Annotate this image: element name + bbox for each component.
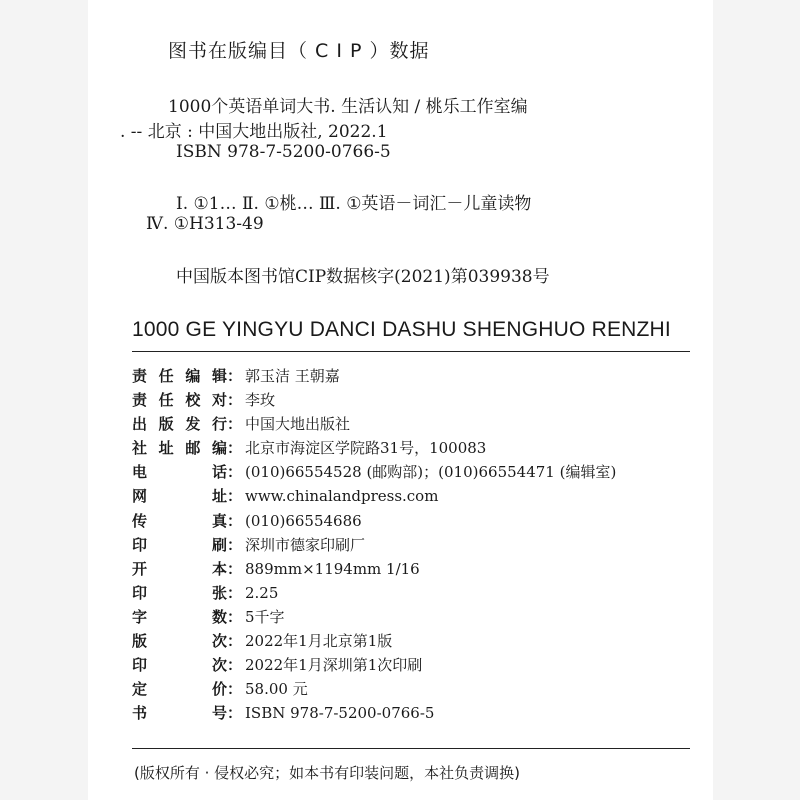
- credit-label-char: 责: [132, 367, 148, 385]
- credit-label-char: 话: [211, 463, 227, 482]
- credit-label-char: 版: [132, 632, 148, 651]
- credit-label-char: 电: [132, 463, 148, 482]
- credit-label: [132, 461, 227, 482]
- credit-value: (010)66554528 (邮购部)；(010)66554471 (编辑室): [245, 463, 617, 482]
- credit-label-char: 出: [132, 415, 148, 434]
- cip-heading: 图书在版编目（ C I P ）数据: [168, 40, 430, 62]
- credit-label-char: 开: [132, 559, 148, 578]
- credit-value: 2.25: [245, 583, 279, 602]
- credit-label: [132, 510, 227, 531]
- cip-classification-line: Ⅳ. ①H313-49: [146, 214, 264, 234]
- credit-row: 社 址 邮 编 ： 北京市海淀区学院路31号，100083: [132, 439, 487, 458]
- credit-value: 889mm×1194mm 1/16: [245, 559, 420, 578]
- credit-label-char: 校: [185, 391, 201, 410]
- credit-label-char: 本: [211, 559, 227, 578]
- credit-label: [132, 558, 227, 579]
- credit-row: 版 次 ： 2022年1月北京第1版: [132, 632, 393, 651]
- credit-row: 定 价 ： 58.00 元: [132, 680, 308, 699]
- credit-row: 责 任 校 对 ： 李玫: [132, 391, 276, 410]
- credit-label-char: 印: [132, 583, 148, 602]
- cip-isbn-line: ISBN 978-7-5200-0766-5: [176, 142, 391, 162]
- credit-label-char: 字: [132, 607, 148, 626]
- credit-value: www.chinalandpress.com: [245, 487, 439, 506]
- credit-value: 2022年1月深圳第1次印刷: [245, 656, 423, 675]
- credit-label-char: 印: [132, 535, 148, 554]
- credit-value: 李玫: [245, 391, 276, 410]
- credit-label-char: 书: [132, 704, 148, 723]
- credit-label-char: 对: [211, 391, 227, 410]
- credit-label-char: 编: [185, 367, 201, 385]
- credit-label-char: 辑: [211, 367, 227, 385]
- credit-label-char: 网: [132, 487, 148, 506]
- credit-value: 深圳市德家印刷厂: [245, 535, 366, 554]
- credit-row: 网 址 ： www.chinalandpress.com: [132, 487, 439, 506]
- cip-subject-line: Ⅰ. ①1… Ⅱ. ①桃… Ⅲ. ①英语－词汇－儿童读物: [176, 194, 532, 214]
- footer-divider: [132, 748, 690, 749]
- credit-row: 印 次 ： 2022年1月深圳第1次印刷: [132, 656, 423, 675]
- credit-label-char: 址: [211, 487, 227, 506]
- credit-label-char: 真: [211, 511, 227, 530]
- credit-label: [132, 678, 227, 699]
- title-divider: [132, 351, 690, 352]
- credit-value: 郭玉洁 王朝嘉: [245, 367, 340, 385]
- credit-label-char: 传: [132, 511, 148, 530]
- credit-label-char: 址: [158, 439, 174, 458]
- english-title: 1000 GE YINGYU DANCI DASHU SHENGHUO RENZHI: [132, 318, 671, 341]
- credit-row: 电 话 ： (010)66554528 (邮购部)；(010)66554471 (编辑室): [132, 463, 617, 482]
- credit-value: 中国大地出版社: [245, 415, 351, 434]
- credit-row: 书 号 ： ISBN 978-7-5200-0766-5: [132, 704, 435, 723]
- cip-book-title-line: 1000个英语单词大书. 生活认知 / 桃乐工作室编: [168, 97, 528, 117]
- credit-row: 印 刷 ： 深圳市德家印刷厂: [132, 535, 366, 554]
- credit-row: 责 任 编 辑 ： 郭玉洁 王朝嘉: [132, 367, 340, 385]
- credit-row: 开 本 ： 889mm×1194mm 1/16: [132, 559, 420, 578]
- credit-row: 出 版 发 行 ： 中国大地出版社: [132, 415, 351, 434]
- credit-label-char: 任: [158, 367, 174, 385]
- credit-row: 传 真 ： (010)66554686: [132, 511, 362, 530]
- credit-value: ISBN 978-7-5200-0766-5: [245, 704, 435, 723]
- credit-value: 5千字: [245, 607, 285, 626]
- credit-label: [132, 702, 227, 723]
- credit-label: [132, 389, 227, 410]
- credits-block: [132, 365, 616, 726]
- credit-label-char: 邮: [185, 439, 201, 458]
- credit-row: 字 数 ： 5千字: [132, 607, 285, 626]
- copyright-notice: (版权所有 · 侵权必究；如本书有印装问题，本社负责调换): [134, 764, 521, 782]
- credit-label-char: 发: [185, 415, 201, 434]
- credit-value: 北京市海淀区学院路31号，100083: [245, 439, 487, 458]
- credit-label-char: 价: [211, 680, 227, 699]
- credit-label: [132, 582, 227, 603]
- credit-label-char: 次: [211, 656, 227, 675]
- credit-label: [132, 413, 227, 434]
- credit-label: [132, 485, 227, 506]
- credit-label: [132, 654, 227, 675]
- cip-publisher-line: . -- 北京 : 中国大地出版社, 2022.1: [120, 122, 388, 142]
- credit-value: 2022年1月北京第1版: [245, 632, 393, 651]
- credit-label-char: 责: [132, 391, 148, 410]
- credit-label: [132, 630, 227, 651]
- credit-label-char: 编: [211, 439, 227, 458]
- credit-label: [132, 365, 227, 386]
- credit-label-char: 定: [132, 680, 148, 699]
- credit-label-char: 数: [211, 607, 227, 626]
- credit-label-char: 印: [132, 656, 148, 675]
- credit-label-char: 版: [158, 415, 174, 434]
- credit-label-char: 张: [211, 583, 227, 602]
- cip-record-number: 中国版本图书馆CIP数据核字(2021)第039938号: [176, 267, 550, 287]
- credit-label-char: 次: [211, 632, 227, 651]
- credit-label-char: 刷: [211, 535, 227, 554]
- credit-label: [132, 437, 227, 458]
- credit-label: [132, 534, 227, 555]
- credit-label: [132, 606, 227, 627]
- credit-label-char: 号: [211, 704, 227, 723]
- credit-label-char: 社: [132, 439, 148, 458]
- credit-value: (010)66554686: [245, 511, 362, 530]
- credit-label-char: 任: [158, 391, 174, 410]
- credit-row: 印 张 ： 2.25: [132, 583, 279, 602]
- credit-value: 58.00 元: [245, 680, 308, 699]
- credit-label-char: 行: [211, 415, 227, 434]
